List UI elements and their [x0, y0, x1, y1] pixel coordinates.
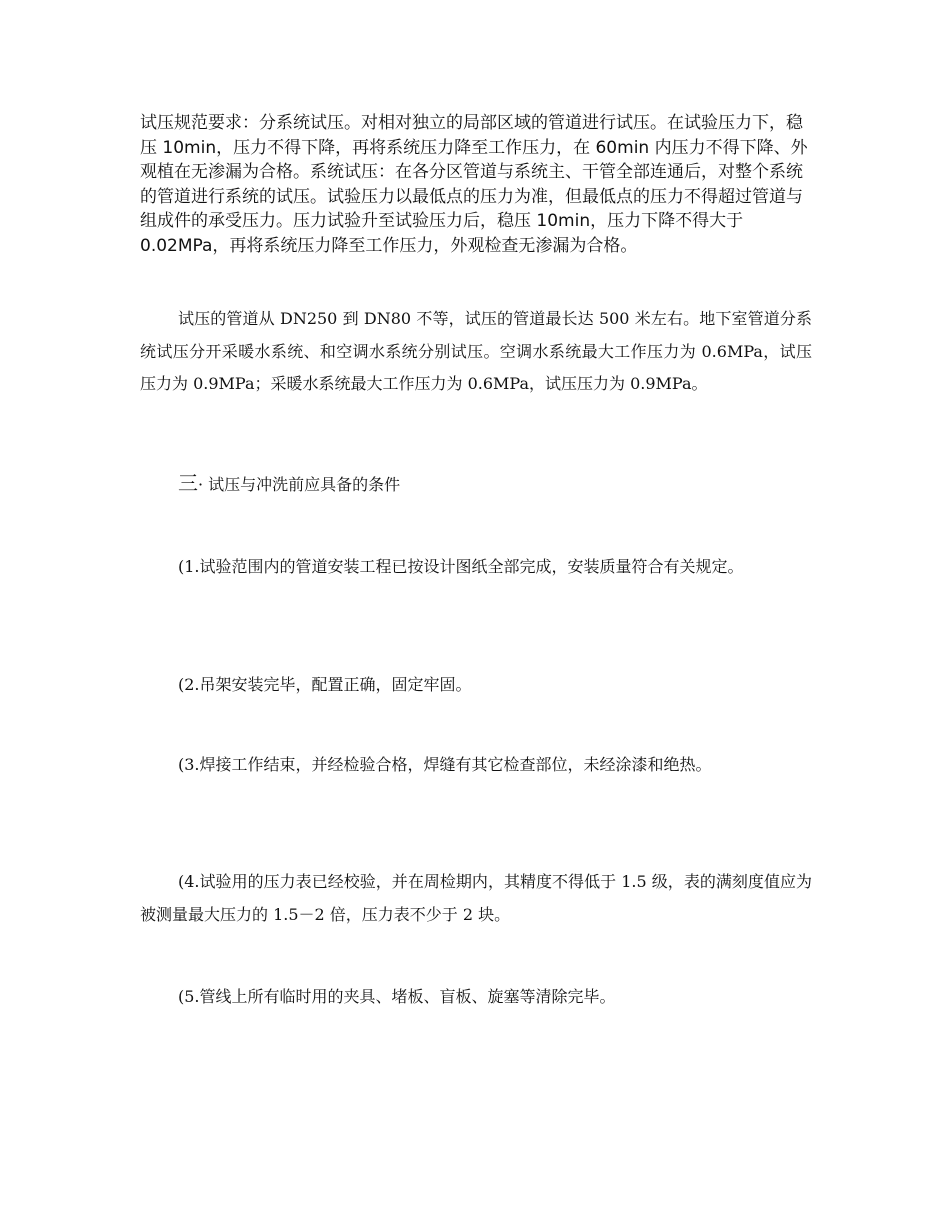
pipe-test-scope-paragraph: 试压的管道从 DN250 到 DN80 不等，试压的管道最长达 500 米左右。地下室管道分系统试压分开采暖水系统、和空调水系统分别试压。空调水系统最大工作压力为 0.6MPa，试压压力为 0.9MPa；采暖水系统最大工作压力为 0.6MPa，试压压力为 0.9MPa。 [140, 309, 812, 393]
condition-item-4: (4.试验用的压力表已经校验，并在周检期内，其精度不得低于 1.5 级，表的满刻度值应为被测量最大压力的 1.5－2 倍，压力表不少于 2 块。 [140, 872, 812, 924]
section-heading [178, 470, 400, 498]
condition-item-5: (5.管线上所有临时用的夹具、堵板、盲板、旋塞等清除完毕。 [178, 987, 616, 1006]
section-number: 三 [178, 471, 198, 495]
condition-item-3: (3.焊接工作结束，并经检验合格，焊缝有其它检查部位，未经涂漆和绝热。 [178, 755, 712, 774]
condition-item-2: (2.吊架安装完毕，配置正确，固定牢固。 [178, 675, 472, 694]
condition-item-1: (1.试验范围内的管道安装工程已按设计图纸全部完成，安装质量符合有关规定。 [178, 557, 744, 576]
pressure-test-requirements-paragraph: 试压规范要求：分系统试压。对相对独立的局部区域的管道进行试压。在试验压力下，稳压 10min，压力不得下降，再将系统压力降至工作压力，在 60min 内压力不得下降、外观植在无渗漏为合格。系统试压：在各分区管道与系统主、干管全部连通后，对整个系统的管道进行系统的试压。试验压力以最低点的压力为准，但最低点的压力不得超过管道与组成件的承受压力。压力试验升至试验压力后，稳压 10min，压力下降不得大于 0.02MPa，再将系统压力降至工作压力，外观检查无渗漏为合格。 [140, 113, 808, 256]
section-title: · 试压与冲洗前应具备的条件 [198, 475, 401, 494]
